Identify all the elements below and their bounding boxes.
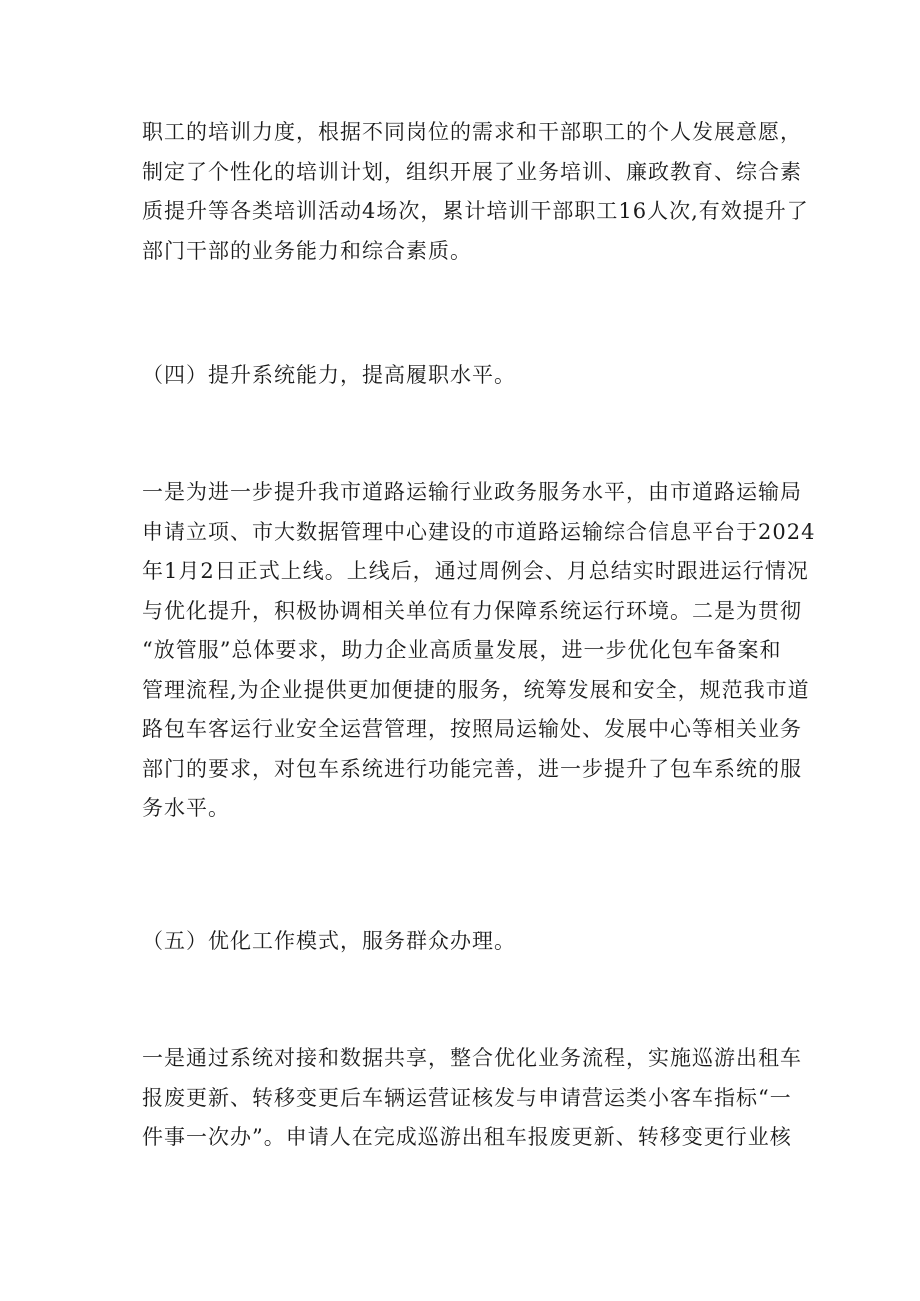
text-line: 务水平。 [142, 796, 230, 820]
text-line: 与优化提升，积极协调相关单位有力保障系统运行环境。二是为贯彻 [142, 598, 802, 623]
text-line: 一是为进一步提升我市道路运输行业政务服务水平，由市道路运输局 [142, 480, 802, 504]
heading-text: （五）优化工作模式，服务群众办理。 [142, 929, 516, 953]
text-line: 部门干部的业务能力和综合素质。 [142, 238, 472, 263]
paragraph-system-capability [142, 473, 816, 829]
text-line: 件事一次办”。申请人在完成巡游出租车报废更新、转移变更行业核 [142, 1125, 792, 1149]
text-line: 管理流程,为企业提供更加便捷的服务，统筹发展和安全，规范我市道 [142, 677, 810, 702]
text-line: 报废更新、转移变更后车辆运营证核发与申请营运类小客车指标“一 [142, 1085, 792, 1110]
text-line: “放管服”总体要求，助力企业高质量发展，进一步优化包车备案和 [142, 638, 782, 662]
text-line: 一是通过系统对接和数据共享，整合优化业务流程，实施巡游出租车 [142, 1046, 802, 1070]
text-line: 申请立项、市大数据管理中心建设的市道路运输综合信息平台于2024 [142, 519, 816, 544]
paragraph-training [142, 113, 809, 271]
section-heading-4 [142, 356, 792, 396]
section-heading-5 [142, 922, 792, 962]
text-line: 路包车客运行业安全运营管理，按照局运输处、发展中心等相关业务 [142, 717, 802, 741]
paragraph-work-mode [142, 1039, 802, 1158]
text-line: 年1月2日正式上线。上线后，通过周例会、月总结实时跟进运行情况 [142, 559, 809, 583]
heading-text: （四）提升系统能力，提高履职水平。 [142, 363, 516, 387]
text-line: 制定了个性化的培训计划，组织开展了业务培训、廉政教育、综合素 [142, 159, 802, 184]
text-line: 职工的培训力度，根据不同岗位的需求和干部职工的个人发展意愿， [142, 120, 802, 144]
text-line: 部门的要求，对包车系统进行功能完善，进一步提升了包车系统的服 [142, 756, 802, 781]
text-line: 质提升等各类培训活动4场次，累计培训干部职工16人次,有效提升了 [142, 199, 809, 223]
